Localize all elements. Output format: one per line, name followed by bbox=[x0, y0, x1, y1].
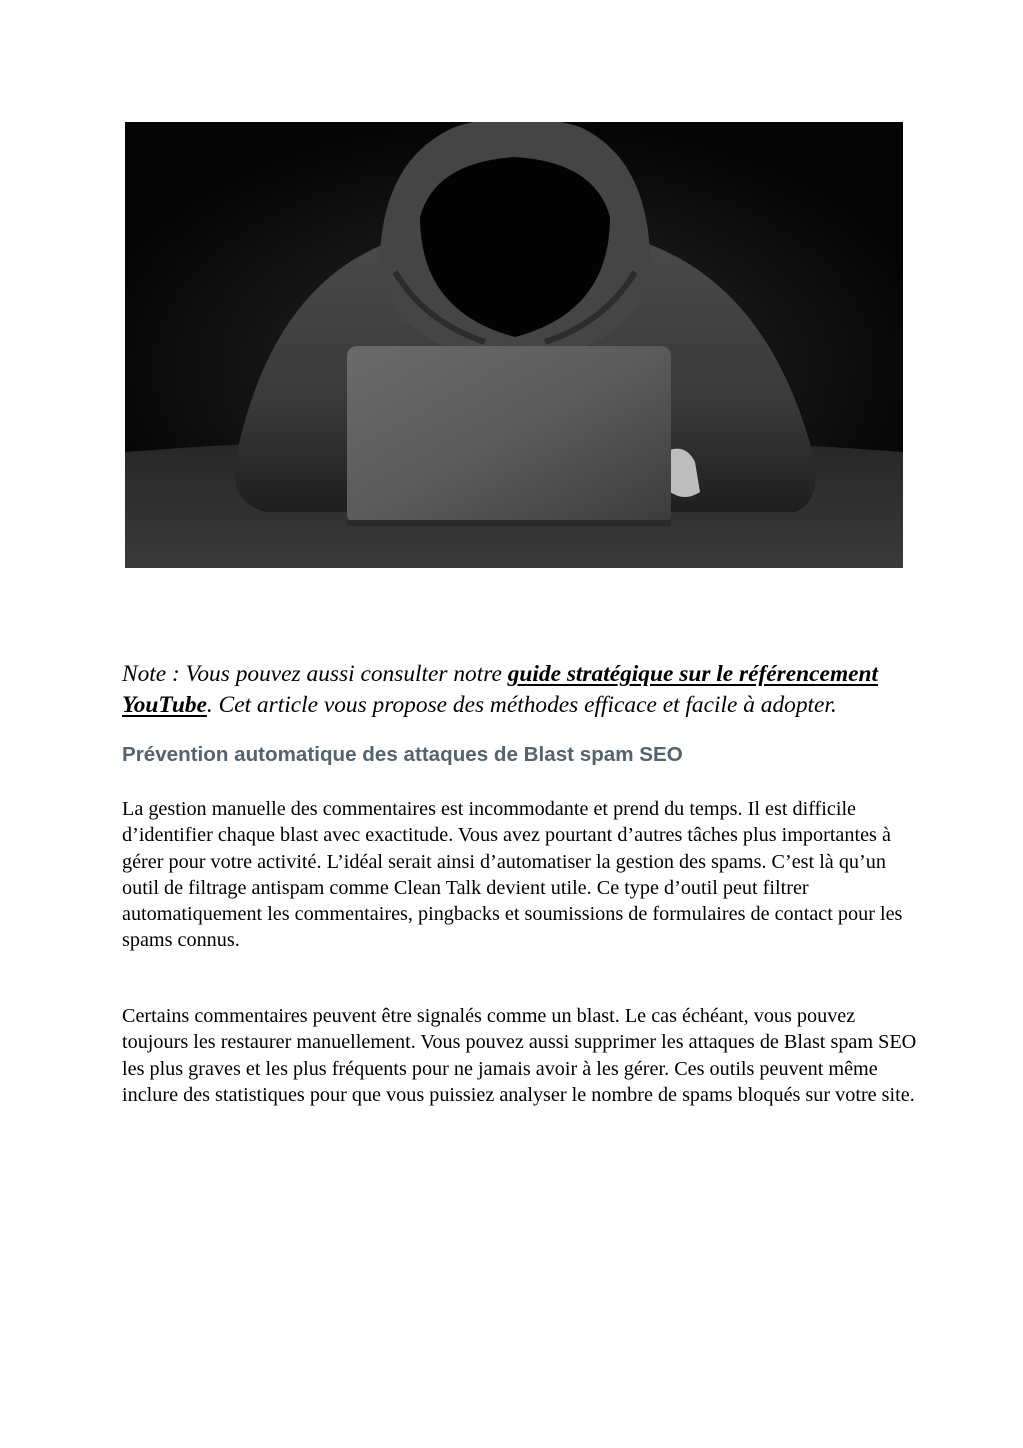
section-heading: Prévention automatique des attaques de Blast spam SEO bbox=[122, 743, 683, 766]
note-suffix: . Cet article vous propose des méthodes efficace et facile à adopter. bbox=[206, 691, 837, 718]
note-prefix: Note : Vous pouvez aussi consulter notre bbox=[122, 661, 508, 688]
hacker-photo bbox=[125, 122, 903, 568]
body-paragraph-2: Certains commentaires peuvent être signalés comme un blast. Le cas échéant, vous pouvez toujours les restaurer manuellement. Vous pouvez aussi supprimer les attaques de Blast spam SEO les plus graves et les plus fréquents pour ne jamais avoir à les gérer. Ces outils peuvent même inclure des statistiques pour que vous puissiez analyser le nombre de spams bloqués sur votre site. bbox=[122, 1005, 917, 1106]
body-paragraph-1: La gestion manuelle des commentaires est incommodante et prend du temps. Il est difficile d’identifier chaque blast avec exactitude. Vous avez pourtant d’autres tâches plus importantes à gérer pour votre activité. L’idéal serait ainsi d’automatiser la gestion des spams. C’est là qu’un outil de filtrage antispam comme Clean Talk devient utile. Ce type d’outil peut filtrer automatiquement les commentaires, pingbacks et soumissions de formulaires de contact pour les spams connus. bbox=[122, 798, 903, 952]
note-paragraph bbox=[122, 659, 922, 720]
youtube-seo-guide-link[interactable]: guide stratégique sur le référencement YouTube bbox=[122, 661, 879, 718]
hooded-figure-illustration bbox=[125, 122, 903, 568]
